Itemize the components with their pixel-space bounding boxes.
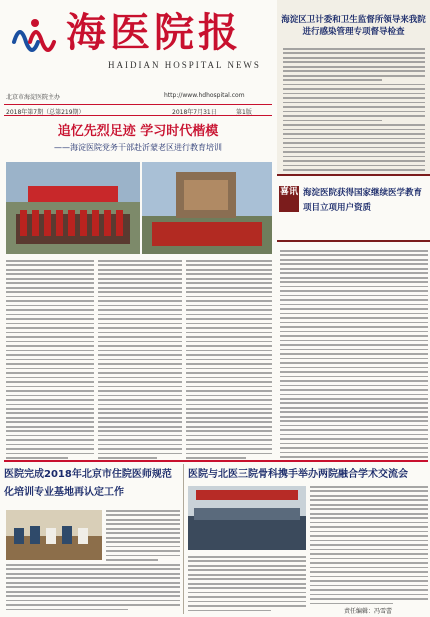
hospital-logo-icon [10, 14, 60, 58]
lead-article-title: 追忆先烈足迹 学习时代楷模 [57, 124, 219, 139]
article-body [283, 48, 425, 178]
bottom-mid-body-left [188, 556, 306, 614]
lead-article-body-col1 [6, 260, 94, 462]
section-divider [4, 460, 428, 462]
issue-bar [4, 104, 272, 116]
lead-photo-group [6, 162, 140, 254]
callout-article-body [280, 250, 428, 465]
editor-credit: 责任编辑：冯雪蕾 [344, 608, 393, 615]
sponsor-text: 北京市海淀医院主办 [6, 94, 61, 101]
bottom-mid-headline: 医院与北医三院骨科携手举办两院融合学术交流会 [188, 469, 408, 480]
callout-title: 海淀医院获得国家继续医学教育项目立项用户资质 [303, 188, 423, 213]
issue-date: 2018年7月31日 [172, 109, 217, 116]
lead-article-body-col3 [186, 260, 272, 462]
bottom-left-body [6, 564, 180, 613]
bottom-mid-group-photo [188, 486, 306, 550]
column-rule [183, 464, 184, 614]
issue-number: 2018年第7期（总第219期） [6, 109, 85, 116]
publisher-row [4, 92, 272, 102]
lead-article-subtitle: ——海淀医院党务干部赴沂蒙老区进行教育培训 [54, 143, 222, 152]
newspaper-title: 海医院报 [66, 9, 242, 56]
page-number: 第1版 [236, 109, 252, 116]
masthead [4, 6, 272, 84]
website-text: http://www.hdhospital.com [164, 92, 245, 99]
bottom-left-headline: 医院完成2018年北京市住院医师规范化培训专业基地再认定工作 [4, 469, 172, 498]
bottom-left-photo [6, 510, 102, 560]
lead-article-body-col2 [98, 260, 182, 462]
bottom-left-body-right [106, 510, 180, 564]
lead-article-header [4, 124, 272, 158]
lead-photo-memorial [142, 162, 272, 254]
bottom-mid-body-right [310, 486, 428, 607]
news-callout [277, 174, 430, 242]
article-headline: 海淀区卫计委和卫生监督所领导来我院进行感染管理专项督导检查 [281, 15, 426, 37]
newspaper-title-english: HAIDIAN HOSPITAL NEWS [108, 60, 261, 70]
callout-tag: 喜讯 [279, 186, 299, 212]
